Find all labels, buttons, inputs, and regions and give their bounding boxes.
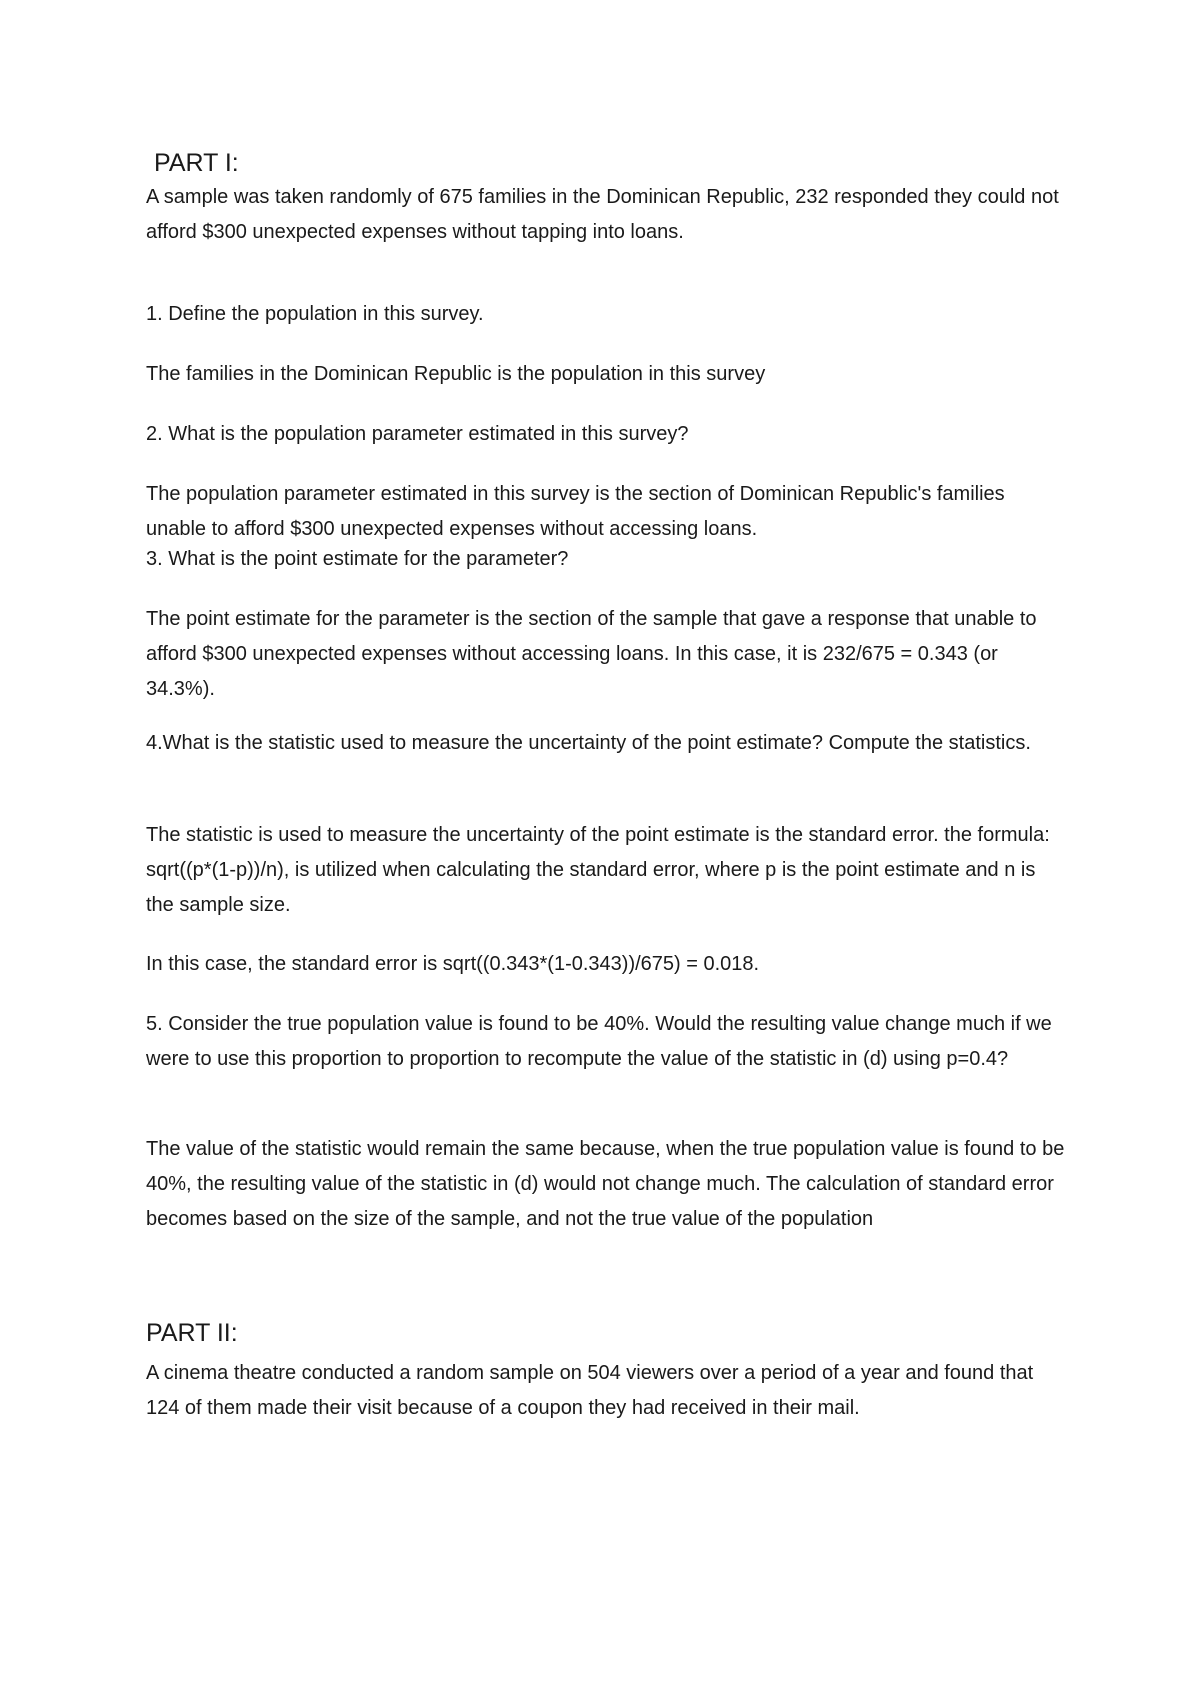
part1-intro: A sample was taken randomly of 675 families in the Dominican Republic, 232 responded they could not afford $300 unexpected expenses without tapping into loans. bbox=[146, 186, 1059, 243]
answer-5: The value of the statistic would remain the same because, when the true population value is found to be 40%, the resulting value of the statistic in (d) would not change much. The calculation of standard error becomes based on the size of the sample, and not the true value of the population bbox=[146, 1138, 1065, 1230]
part1-heading: PART I: bbox=[154, 149, 239, 177]
answer-2: The population parameter estimated in this survey is the section of Dominican Republic's families unable to afford $300 unexpected expenses without accessing loans. bbox=[146, 483, 1005, 540]
question-1: 1. Define the population in this survey. bbox=[146, 303, 484, 325]
part2-intro: A cinema theatre conducted a random sample on 504 viewers over a period of a year and found that 124 of them made their visit because of a coupon they had received in their mail. bbox=[146, 1362, 1034, 1419]
question-4: 4.What is the statistic used to measure the uncertainty of the point estimate? Compute the statistics. bbox=[146, 732, 1031, 754]
question-3: 3. What is the point estimate for the parameter? bbox=[146, 548, 569, 570]
answer-4: The statistic is used to measure the uncertainty of the point estimate is the standard error. the formula: sqrt((p*(1-p))/n), is utilized when calculating the standard error, where p is the point estimate and n is the sample size. bbox=[146, 824, 1050, 916]
question-2: 2. What is the population parameter estimated in this survey? bbox=[146, 423, 689, 445]
answer-3: The point estimate for the parameter is the section of the sample that gave a response that unable to afford $300 unexpected expenses without accessing loans. In this case, it is 232/675 = 0.343 (or 34.3%). bbox=[146, 608, 1037, 700]
question-5: 5. Consider the true population value is found to be 40%. Would the resulting value change much if we were to use this proportion to proportion to recompute the value of the statistic in (d) using p=0.4? bbox=[146, 1013, 1052, 1070]
answer-4-calculation: In this case, the standard error is sqrt((0.343*(1-0.343))/675) = 0.018. bbox=[146, 953, 760, 975]
part2-heading: PART II: bbox=[146, 1319, 238, 1347]
answer-1: The families in the Dominican Republic is the population in this survey bbox=[146, 363, 766, 385]
